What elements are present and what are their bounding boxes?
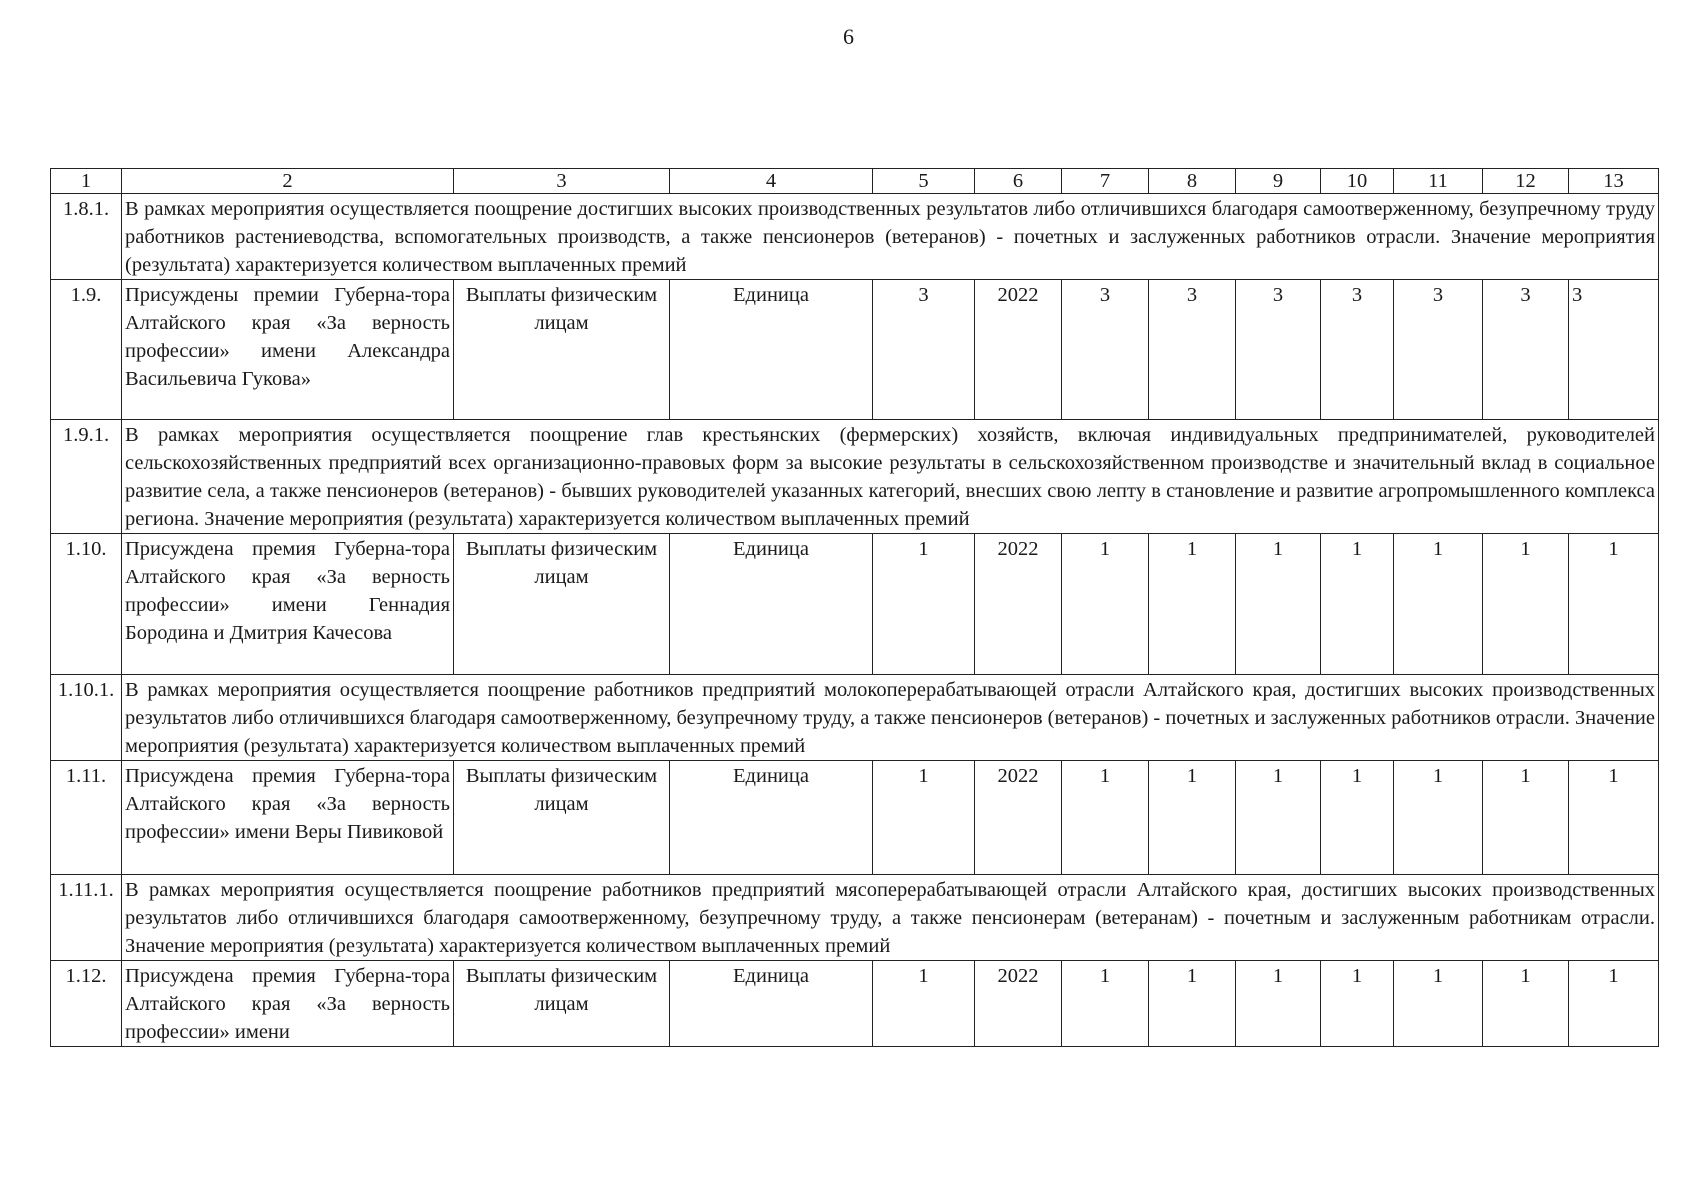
value-cell: 1 — [873, 534, 975, 675]
header-cell: 1 — [51, 169, 122, 194]
row-number: 1.10.1. — [51, 675, 122, 761]
value-cell: 1 — [1569, 961, 1659, 1047]
indicator-name: Присуждена премия Губерна-тора Алтайского края «За верность профессии» имени Геннадия Бородина и Дмитрия Качесова — [122, 534, 454, 675]
value-cell: 1 — [1569, 534, 1659, 675]
row-number: 1.9. — [51, 280, 122, 420]
value-cell: 3 — [1149, 280, 1236, 420]
indicator-row — [51, 961, 1659, 1047]
value-cell: 1 — [1321, 761, 1394, 875]
year-cell: 2022 — [975, 761, 1062, 875]
value-cell: 1 — [1483, 961, 1569, 1047]
header-cell: 8 — [1149, 169, 1236, 194]
indicator-type: Выплаты физическим лицам — [454, 534, 670, 675]
value-cell: 3 — [1483, 280, 1569, 420]
header-cell: 2 — [122, 169, 454, 194]
page-number: 6 — [843, 24, 854, 49]
header-cell: 9 — [1236, 169, 1321, 194]
indicator-type: Выплаты физическим лицам — [454, 280, 670, 420]
value-cell: 1 — [1321, 961, 1394, 1047]
indicator-type: Выплаты физическим лицам — [454, 961, 670, 1047]
row-number: 1.10. — [51, 534, 122, 675]
value-cell: 1 — [1062, 534, 1149, 675]
description-row — [51, 675, 1659, 761]
value-cell: 1 — [1321, 534, 1394, 675]
value-cell: 1 — [1062, 961, 1149, 1047]
value-cell: 1 — [1394, 534, 1483, 675]
header-cell: 7 — [1062, 169, 1149, 194]
value-cell: 1 — [1236, 761, 1321, 875]
header-cell: 11 — [1394, 169, 1483, 194]
indicator-name: Присуждены премии Губерна-тора Алтайского края «За верность профессии» имени Александра Васильевича Гукова» — [122, 280, 454, 420]
unit-cell: Единица — [670, 961, 873, 1047]
indicator-row — [51, 534, 1659, 675]
unit-cell: Единица — [670, 280, 873, 420]
value-cell: 1 — [1483, 761, 1569, 875]
header-cell: 12 — [1483, 169, 1569, 194]
value-cell: 3 — [873, 280, 975, 420]
value-cell: 3 — [1236, 280, 1321, 420]
value-cell: 1 — [1483, 534, 1569, 675]
row-number: 1.9.1. — [51, 420, 122, 534]
description-text: В рамках мероприятия осуществляется поощрение достигших высоких производственных результатов либо отличившихся благодаря самоотверженному, безупречному труду работников растениеводства, вспомогательных производств, а также пенсионеров (ветеранов) - почетных и заслуженных работников отрасли. Значение мероприятия (результата) характеризуется количеством выплаченных премий — [122, 194, 1659, 280]
table-header-row — [51, 169, 1659, 194]
description-row — [51, 420, 1659, 534]
indicator-type: Выплаты физическим лицам — [454, 761, 670, 875]
value-cell: 3 — [1062, 280, 1149, 420]
header-cell: 10 — [1321, 169, 1394, 194]
year-cell: 2022 — [975, 534, 1062, 675]
value-cell: 1 — [1236, 534, 1321, 675]
unit-cell: Единица — [670, 761, 873, 875]
indicators-table — [50, 168, 1659, 1047]
row-number: 1.8.1. — [51, 194, 122, 280]
value-cell: 1 — [873, 961, 975, 1047]
value-cell: 3 — [1321, 280, 1394, 420]
header-cell: 13 — [1569, 169, 1659, 194]
value-cell: 3 — [1394, 280, 1483, 420]
header-cell: 6 — [975, 169, 1062, 194]
year-cell: 2022 — [975, 961, 1062, 1047]
value-cell: 1 — [1149, 961, 1236, 1047]
description-row — [51, 875, 1659, 961]
description-row — [51, 194, 1659, 280]
description-text: В рамках мероприятия осуществляется поощрение глав крестьянских (фермерских) хозяйств, включая индивидуальных предпринимателей, руководителей сельскохозяйственных предприятий всех организационно-правовых форм за высокие результаты в сельскохозяйственном производстве и значительный вклад в социальное развитие села, а также пенсионеров (ветеранов) - бывших руководителей указанных категорий, внесших свою лепту в становление и развитие агропромышленного комплекса региона. Значение мероприятия (результата) характеризуется количеством выплаченных премий — [122, 420, 1659, 534]
value-cell: 1 — [873, 761, 975, 875]
value-cell: 1 — [1394, 961, 1483, 1047]
unit-cell: Единица — [670, 534, 873, 675]
year-cell: 2022 — [975, 280, 1062, 420]
indicator-row — [51, 761, 1659, 875]
header-cell: 4 — [670, 169, 873, 194]
header-cell: 5 — [873, 169, 975, 194]
value-cell: 3 — [1569, 280, 1659, 420]
value-cell: 1 — [1149, 761, 1236, 875]
value-cell: 1 — [1062, 761, 1149, 875]
value-cell: 1 — [1236, 961, 1321, 1047]
description-text: В рамках мероприятия осуществляется поощрение работников предприятий мясоперерабатывающей отрасли Алтайского края, достигших высоких производственных результатов либо отличившихся благодаря самоотверженному, безупречному труду, а также пенсионерам (ветеранам) - почетным и заслуженным работникам отрасли. Значение мероприятия (результата) характеризуется количеством выплаченных премий — [122, 875, 1659, 961]
value-cell: 1 — [1394, 761, 1483, 875]
row-number: 1.12. — [51, 961, 122, 1047]
indicator-name: Присуждена премия Губерна-тора Алтайского края «За верность профессии» имени Веры Пивиковой — [122, 761, 454, 875]
value-cell: 1 — [1569, 761, 1659, 875]
description-text: В рамках мероприятия осуществляется поощрение работников предприятий молокоперерабатывающей отрасли Алтайского края, достигших высоких производственных результатов либо отличившихся благодаря самоотверженному, безупречному труду, а также пенсионеров (ветеранов) - почетных и заслуженных работников отрасли. Значение мероприятия (результата) характеризуется количеством выплаченных премий — [122, 675, 1659, 761]
row-number: 1.11.1. — [51, 875, 122, 961]
indicator-row — [51, 280, 1659, 420]
header-cell: 3 — [454, 169, 670, 194]
row-number: 1.11. — [51, 761, 122, 875]
indicator-name: Присуждена премия Губерна-тора Алтайского края «За верность профессии» имени — [122, 961, 454, 1047]
value-cell: 1 — [1149, 534, 1236, 675]
